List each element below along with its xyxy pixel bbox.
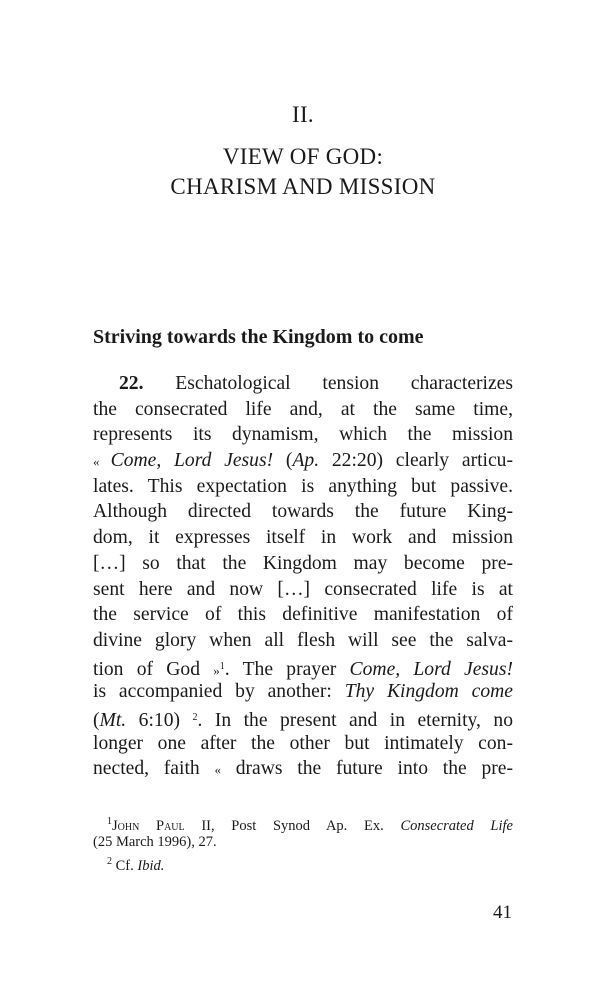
text-segment: Although directed towards the future King-: [93, 501, 513, 523]
text-segment: 6:10): [126, 709, 193, 731]
footnote-reference: 1: [219, 660, 225, 672]
text-line: [93, 654, 513, 680]
text-segment: Come, Lord Jesus!: [110, 450, 274, 472]
section-heading: Striving towards the Kingdom to come: [93, 326, 424, 348]
text-line: [93, 705, 513, 731]
text-segment: Ap.: [292, 450, 320, 472]
footnote-text: , Post Synod Ap. Ex.: [210, 818, 401, 834]
text-line: [93, 499, 513, 525]
text-line: [93, 551, 513, 577]
text-segment: draws the future into the pre-: [220, 758, 513, 780]
text-segment: Mt.: [99, 709, 127, 731]
footnote-author: John Paul II: [112, 818, 211, 834]
footnotes: [93, 812, 513, 872]
text-line: [93, 577, 513, 603]
footnote-1-continuation: (25 March 1996), 27.: [93, 834, 217, 850]
text-segment: the consecrated life and, at the same time,: [93, 398, 513, 420]
text-segment: is accompanied by another:: [93, 681, 345, 703]
text-segment: Come, Lord Jesus!: [349, 658, 513, 680]
text-segment: represents its dynamism, which the mission: [93, 424, 513, 446]
text-segment: the service of this definitive manifestation of: [93, 604, 513, 626]
text-segment: »: [213, 662, 220, 678]
footnote-mark: 2: [107, 856, 112, 867]
chapter-number: II.: [292, 102, 314, 127]
text-segment: (: [273, 450, 293, 472]
text-line: [93, 448, 513, 474]
text-segment: Eschatological tension characterizes: [143, 373, 513, 394]
text-segment: lates. This expectation is anything but passive.: [93, 475, 513, 497]
footnote-mark: 1: [107, 816, 112, 827]
text-segment: Thy Kingdom come: [344, 681, 513, 703]
text-segment: nected, faith: [93, 758, 215, 780]
footnote-title: Consecrated Life: [400, 818, 513, 834]
page-number: 41: [493, 902, 512, 923]
text-segment: sent here and now […] consecrated life is at: [93, 578, 513, 600]
chapter-title-line-1: VIEW OF GOD:: [222, 144, 384, 169]
text-segment: divine glory when all flesh will see the salva-: [93, 629, 513, 651]
text-line: [93, 679, 513, 705]
text-segment: . The prayer: [224, 658, 350, 680]
text-line: [93, 397, 513, 423]
paragraph-22: [93, 371, 513, 782]
text-line: [93, 756, 513, 782]
footnote-text: Cf.: [115, 858, 138, 874]
text-segment: […] so that the Kingdom may become pre-: [93, 552, 513, 574]
chapter-title-line-2: CHARISM AND MISSION: [170, 174, 436, 199]
text-line: [93, 628, 513, 654]
footnote-title: Ibid.: [137, 858, 165, 874]
text-segment: tion of God: [93, 658, 214, 680]
text-line: [93, 474, 513, 500]
text-segment: 22.: [119, 373, 144, 394]
text-line: [93, 371, 513, 397]
text-segment: dom, it expresses itself in work and mission: [93, 527, 513, 549]
footnote-1: [93, 812, 513, 832]
text-segment: longer one after the other but intimately con-: [93, 732, 513, 754]
text-segment: 22:20) clearly articu-: [319, 450, 513, 472]
text-segment: «: [214, 762, 221, 778]
text-segment: . In the present and in eternity, no: [197, 709, 514, 731]
footnote-reference: 2: [192, 711, 198, 723]
text-segment: (: [93, 709, 100, 731]
text-line: [93, 731, 513, 757]
text-line: [93, 525, 513, 551]
footnote-2: [93, 852, 513, 872]
text-line: [93, 602, 513, 628]
text-segment: «: [93, 454, 111, 470]
text-line: [93, 422, 513, 448]
